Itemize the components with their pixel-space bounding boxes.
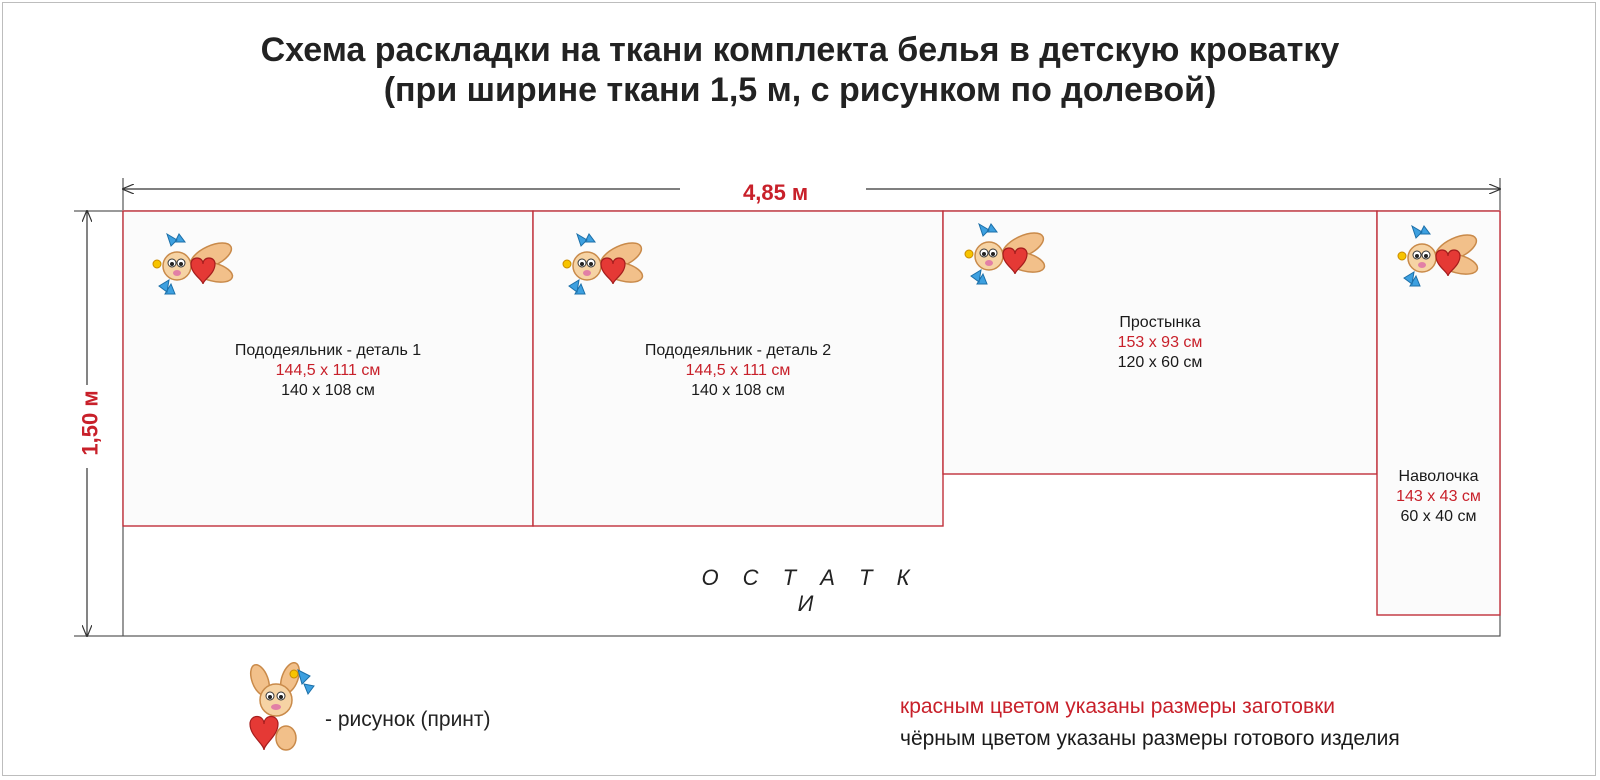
- piece-finished-size: 140 х 108 см: [691, 382, 785, 399]
- title-line-2: (при ширине ткани 1,5 м, с рисунком по долевой): [383, 71, 1217, 109]
- piece-cut-size: 153 х 93 см: [1117, 334, 1203, 351]
- piece-name: Простынка: [1119, 314, 1201, 331]
- remnants-label: О С Т А Т К И: [701, 565, 919, 616]
- piece-label-sheet: [943, 313, 1377, 373]
- legend-print-icon: [240, 662, 320, 754]
- bunny-print-icon: [153, 234, 235, 294]
- print-icon: [555, 228, 647, 308]
- piece-finished-size: 140 х 108 см: [281, 382, 375, 399]
- note-cut-sizes: красным цветом указаны размеры заготовки: [900, 695, 1336, 718]
- print-icon: [1390, 220, 1482, 300]
- print-icon: [145, 228, 237, 308]
- print-icon: [957, 218, 1049, 298]
- piece-cut-size: 144,5 х 111 см: [685, 362, 791, 379]
- piece-finished-size: 60 х 40 см: [1400, 508, 1477, 525]
- piece-label-duvet-1: [123, 341, 533, 401]
- bunny-print-icon: [563, 234, 645, 294]
- legend-print-label: - рисунок (принт): [325, 708, 491, 731]
- fabric-length-label: 4,85 м: [737, 180, 814, 206]
- fabric-width-label: 1,50 м: [78, 386, 104, 459]
- piece-label-pillowcase: [1377, 467, 1500, 527]
- piece-name: Наволочка: [1398, 468, 1479, 485]
- bunny-print-icon: [247, 662, 314, 750]
- piece-label-duvet-2: [533, 341, 943, 401]
- piece-name: Пододеяльник - деталь 2: [644, 342, 832, 359]
- title-line-1: Схема раскладки на ткани комплекта белья в детскую кроватку: [260, 31, 1340, 69]
- note-finished-sizes: чёрным цветом указаны размеры готового изделия: [900, 727, 1400, 750]
- piece-name: Пододеяльник - деталь 1: [234, 342, 422, 359]
- bunny-print-icon: [1398, 226, 1480, 286]
- bunny-print-icon: [965, 224, 1047, 284]
- piece-cut-size: 144,5 х 111 см: [275, 362, 381, 379]
- piece-finished-size: 120 х 60 см: [1117, 354, 1203, 371]
- piece-cut-size: 143 х 43 см: [1396, 488, 1481, 505]
